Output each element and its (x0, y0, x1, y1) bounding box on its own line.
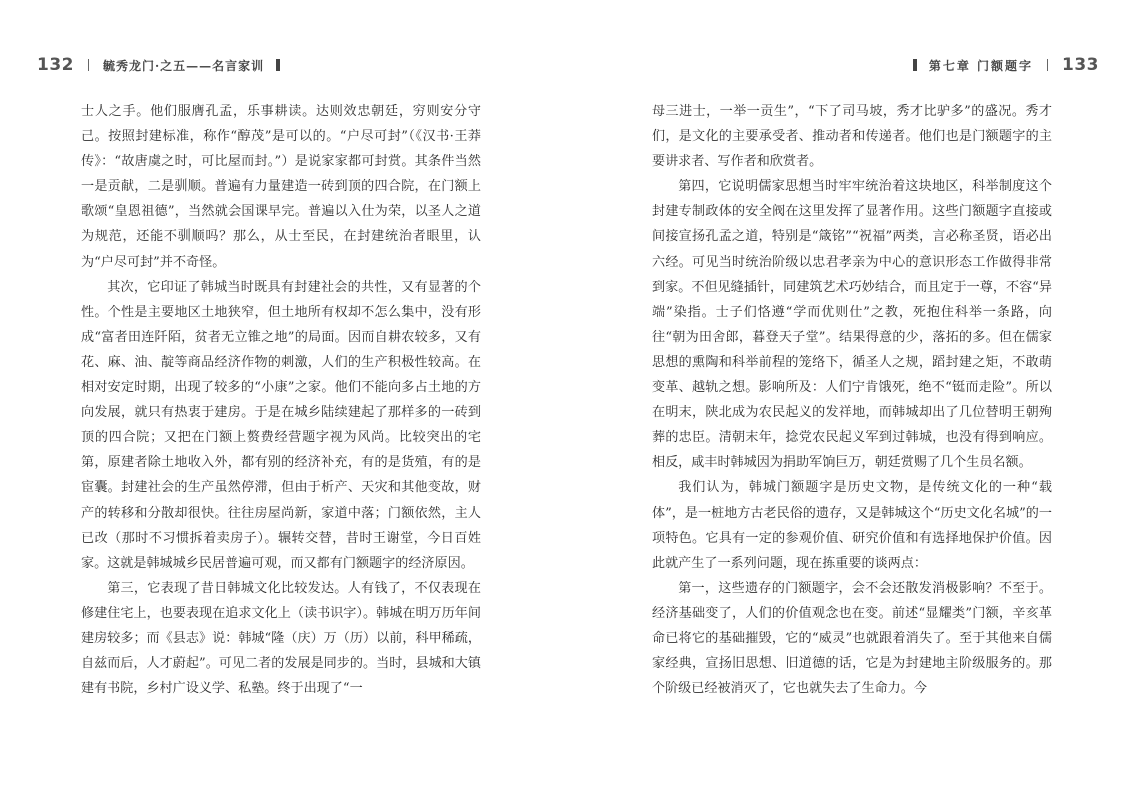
paragraph: 第一，这些遗存的门额题字，会不会还散发消极影响？不至于。经济基础变了，人们的价值观念也在变。前述“显耀类”门额，辛亥革命已将它的基础摧毁，它的“威灵”也就跟着消失了。至于其他来自儒家经典，宣扬旧思想、旧道德的话，它是为封建地主阶级服务的。那个阶级已经被消灭了，它也就失去了生命力。今 (652, 580, 1052, 697)
right-page-header (901, 54, 1099, 76)
header-separator (88, 59, 89, 71)
paragraph: 我们认为，韩城门额题字是历史文物，是传统文化的一种“载体”，是一桩地方古老民俗的遗存，又是韩城这个“历史文化名城”的一项特色。它具有一定的参观价值、研究价值和有选择地保护价值。因此就产生了一系列问题，现在拣重要的谈两点： (652, 480, 1052, 571)
right-page (567, 0, 1133, 799)
page-number: 133 (1062, 55, 1099, 75)
paragraph: 第四，它说明儒家思想当时牢牢统治着这块地区，科举制度这个封建专制政体的安全阀在这里发挥了显著作用。这些门额题字直接或间接宣扬孔孟之道，特别是“箴铭”“祝福”两类，言必称圣贤，语必出六经。可见当时统治阶级以忠君孝亲为中心的意识形态工作做得非常到家。不但见缝插针，同建筑艺术巧妙结合，而且定于一尊，不容“异端”染指。士子们恪遵“学而优则仕”之教，死抱住科举一条路，向往“朝为田舍郎，暮登天子堂”。结果得意的少，落拓的多。但在儒家思想的熏陶和科举前程的笼络下，循圣人之规，蹈封建之矩，不敢萌变革、越轨之想。影响所及：人们宁肯饿死，绝不“铤而走险”。所以在明末，陕北成为农民起义的发祥地，而韩城却出了几位替明王朝殉葬的忠臣。清朝末年，捻党农民起义军到过韩城，也没有得到响应。相反，咸丰时韩城因为捐助军饷巨万，朝廷赏赐了几个生员名额。 (652, 179, 1052, 471)
left-body-text (81, 99, 481, 701)
header-block-mark (276, 59, 280, 71)
left-page-header (37, 54, 292, 76)
header-block-mark (913, 59, 917, 71)
header-separator (1047, 59, 1048, 71)
left-page (0, 0, 566, 799)
page-number: 132 (37, 55, 74, 75)
right-body-text (652, 99, 1052, 701)
paragraph: 其次，它印证了韩城当时既具有封建社会的共性，又有显著的个性。个性是主要地区土地狭窄，但土地所有权却不怎么集中，没有形成“富者田连阡陌，贫者无立锥之地”的局面。因而自耕农较多，又有花、麻、油、靛等商品经济作物的刺激，人们的生产积极性较高。在相对安定时期，出现了较多的“小康”之家。他们不能向多占土地的方向发展，就只有热衷于建房。于是在城乡陆续建起了那样多的一砖到顶的四合院；又把在门额上赘费经营题字视为风尚。比较突出的宅第，原建者除土地收入外，都有别的经济补充，有的是货殖，有的是宦囊。封建社会的生产虽然停滞，但由于析产、天灾和其他变故，财产的转移和分散却很快。往往房屋尚新，家道中落；门额依然，主人已改（那时不习惯拆着卖房子）。辗转交替，昔时王谢堂，今日百姓家。这就是韩城城乡民居普遍可观，而又都有门额题字的经济原因。 (81, 279, 481, 571)
chapter-title: 第七章 门额题字 (928, 58, 1033, 73)
series-title: 毓秀龙门·之五——名言家训 (103, 58, 265, 73)
paragraph: 士人之手。他们服膺孔孟，乐事耕读。达则效忠朝廷，穷则安分守己。按照封建标准，称作“醇茂”是可以的。“户尽可封”（《汉书·王莽传》：“故唐虞之时，可比屋而封。”）是说家家都可封赏。其条件当然一是贡献，二是驯顺。普遍有力量建造一砖到顶的四合院，在门额上歌颂“皇恩祖德”，当然就会国课早完。普遍以入仕为荣，以圣人之道为规范，还能不驯顺吗？那么，从士至民，在封建统治者眼里，认为“户尽可封”并不奇怪。 (81, 104, 481, 270)
paragraph: 第三，它表现了昔日韩城文化比较发达。人有钱了，不仅表现在修建住宅上，也要表现在追求文化上（读书识字）。韩城在明万历年间建房较多；而《县志》说：韩城“隆（庆）万（历）以前，科甲稀疏，自兹而后，人才蔚起”。可见二者的发展是同步的。当时，县城和大镇建有书院，乡村广设义学、私塾。终于出现了“一 (81, 580, 481, 697)
paragraph: 母三进士，一举一贡生”，“下了司马坡，秀才比驴多”的盛况。秀才们，是文化的主要承受者、推动者和传递者。他们也是门额题字的主要讲求者、写作者和欣赏者。 (652, 104, 1052, 170)
